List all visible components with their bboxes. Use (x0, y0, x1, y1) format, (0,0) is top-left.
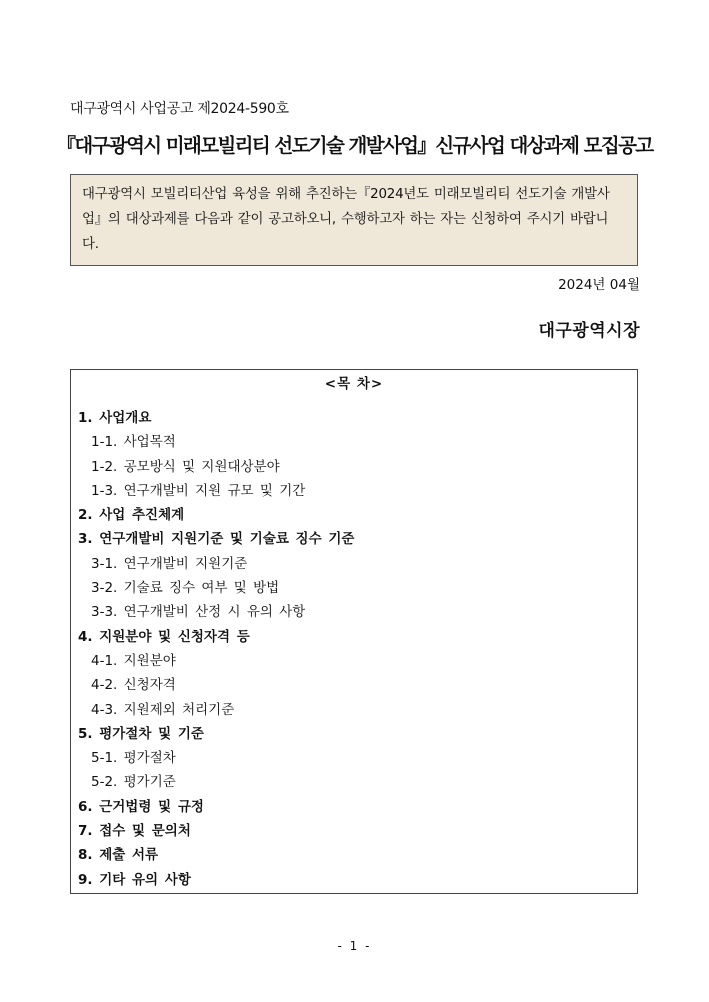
toc-subsection: 1-2. 공모방식 및 지원대상분야 (91, 458, 280, 475)
toc-subsection: 4-1. 지원분야 (91, 652, 176, 669)
toc-section: 5. 평가절차 및 기준 (78, 725, 204, 742)
notice-date: 2024년 04월 (558, 277, 640, 293)
toc-subsection: 4-2. 신청자격 (91, 677, 176, 694)
toc-section: 2. 사업 추진체계 (78, 507, 185, 524)
toc-section: 3. 연구개발비 지원기준 및 기술료 징수 기준 (78, 531, 355, 548)
table-of-contents (70, 369, 638, 894)
intro-text: 대구광역시 모빌리티산업 육성을 위해 추진하는『2024년도 미래모빌리티 선도기술 개발사업』의 대상과제를 다음과 같이 공고하오니, 수행하고자 하는 자는 신청하여 주시기 바랍니다. (82, 187, 610, 252)
notice-number: 대구광역시 사업공고 제2024-590호 (70, 101, 289, 117)
toc-section: 4. 지원분야 및 신청자격 등 (78, 628, 250, 645)
toc-subsection: 5-2. 평가기준 (91, 774, 176, 791)
toc-subsection: 3-2. 기술료 징수 여부 및 방법 (91, 580, 280, 597)
intro-box (70, 174, 638, 266)
toc-subsection: 3-3. 연구개발비 산정 시 유의 사항 (91, 604, 306, 621)
toc-section: 9. 기타 유의 사항 (78, 871, 191, 888)
toc-section: 8. 제출 서류 (78, 847, 159, 864)
toc-subsection: 1-3. 연구개발비 지원 규모 및 기간 (91, 482, 306, 499)
toc-subsection: 3-1. 연구개발비 지원기준 (91, 555, 248, 572)
toc-section: 6. 근거법령 및 규정 (78, 798, 204, 815)
toc-subsection: 4-3. 지원제외 처리기준 (91, 701, 235, 718)
toc-heading: <목 차> (324, 376, 384, 392)
issuer-name: 대구광역시장 (538, 321, 640, 341)
toc-subsection: 5-1. 평가절차 (91, 750, 176, 767)
toc-list (78, 406, 627, 892)
document-title: 『대구광역시 미래모빌리티 선도기술 개발사업』신규사업 대상과제 모집공고 (56, 134, 653, 157)
toc-subsection: 1-1. 사업목적 (91, 434, 176, 451)
toc-section: 1. 사업개요 (78, 410, 152, 426)
toc-section: 7. 접수 및 문의처 (78, 823, 191, 840)
page-number: - 1 - (337, 939, 372, 953)
